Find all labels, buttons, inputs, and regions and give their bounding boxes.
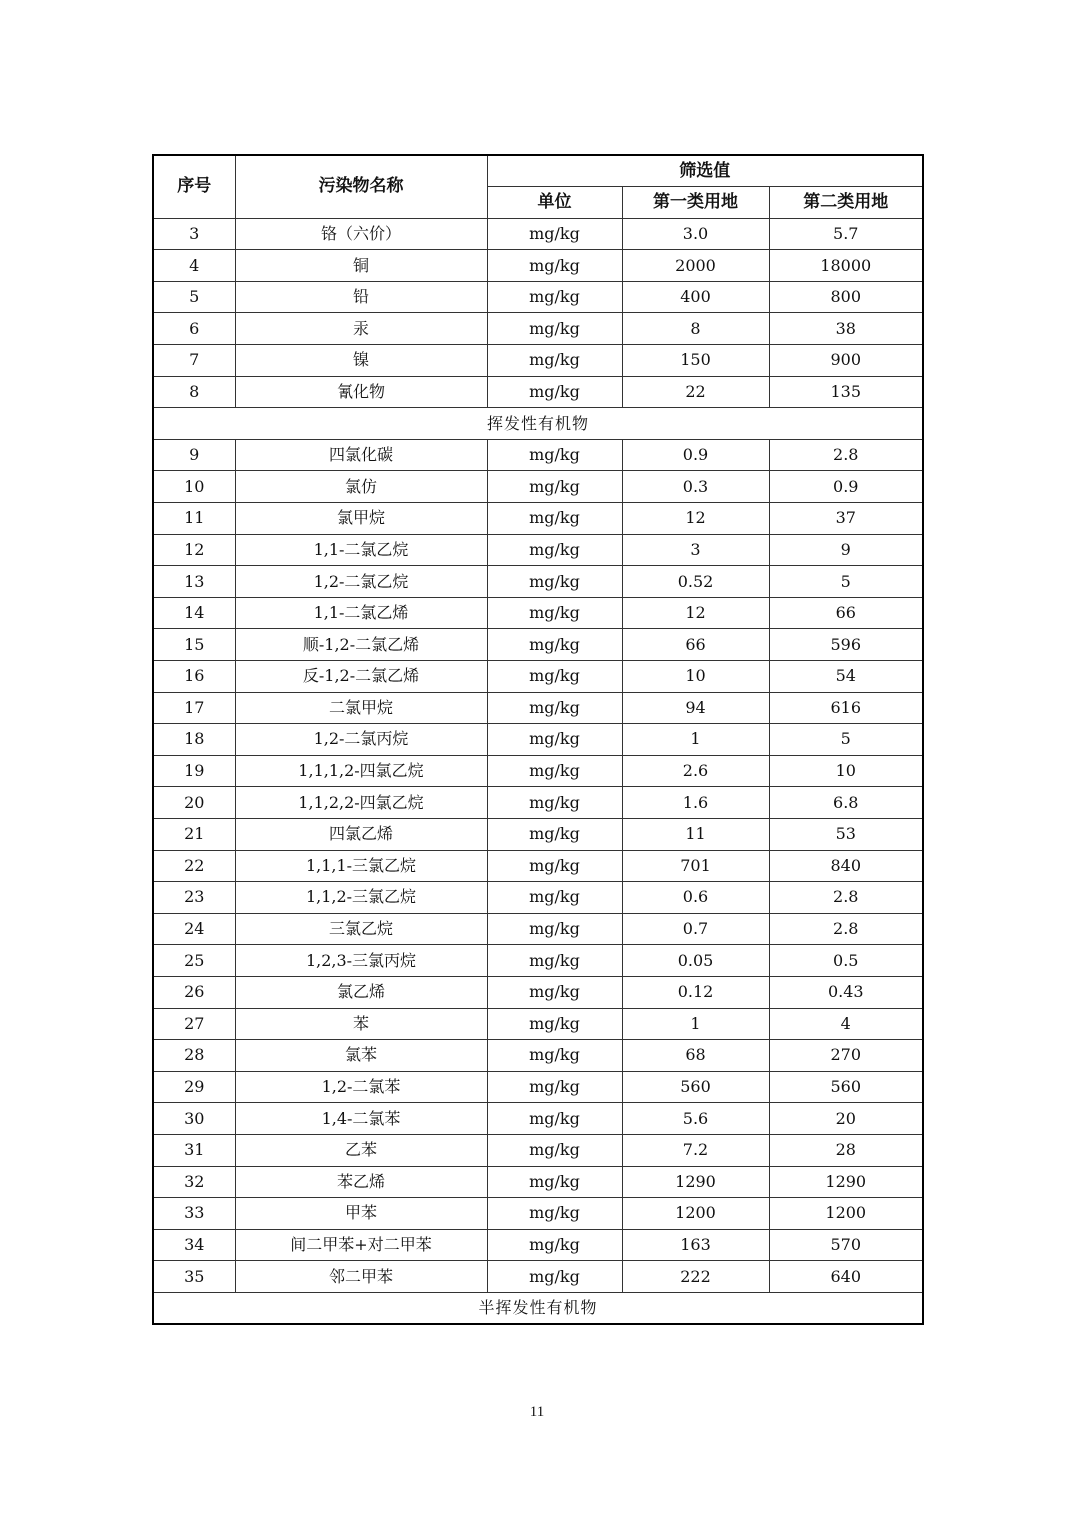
cell-pollutant-name: 间二甲苯+对二甲苯 xyxy=(235,1229,487,1261)
cell-pollutant-name: 反-1,2-二氯乙烯 xyxy=(235,661,487,693)
cell-unit: mg/kg xyxy=(487,818,622,850)
cell-unit: mg/kg xyxy=(487,976,622,1008)
cell-class2-value: 5 xyxy=(769,724,923,756)
cell-seq: 14 xyxy=(153,597,235,629)
header-class2-land: 第二类用地 xyxy=(769,187,923,219)
cell-seq: 21 xyxy=(153,818,235,850)
cell-unit: mg/kg xyxy=(487,882,622,914)
cell-unit: mg/kg xyxy=(487,376,622,408)
cell-class1-value: 12 xyxy=(622,597,769,629)
cell-class1-value: 701 xyxy=(622,850,769,882)
cell-class1-value: 1200 xyxy=(622,1198,769,1230)
cell-seq: 30 xyxy=(153,1103,235,1135)
cell-seq: 27 xyxy=(153,1008,235,1040)
cell-class1-value: 2.6 xyxy=(622,755,769,787)
section-label: 挥发性有机物 xyxy=(153,408,923,440)
table-row xyxy=(153,661,923,693)
table-header xyxy=(153,155,923,218)
cell-seq: 11 xyxy=(153,503,235,535)
cell-class2-value: 2.8 xyxy=(769,882,923,914)
table-row xyxy=(153,913,923,945)
cell-class2-value: 5 xyxy=(769,566,923,598)
cell-unit: mg/kg xyxy=(487,913,622,945)
cell-class2-value: 570 xyxy=(769,1229,923,1261)
cell-pollutant-name: 顺-1,2-二氯乙烯 xyxy=(235,629,487,661)
cell-pollutant-name: 铅 xyxy=(235,281,487,313)
cell-class2-value: 38 xyxy=(769,313,923,345)
cell-seq: 18 xyxy=(153,724,235,756)
table-row xyxy=(153,250,923,282)
cell-seq: 34 xyxy=(153,1229,235,1261)
cell-pollutant-name: 1,1,1,2-四氯乙烷 xyxy=(235,755,487,787)
cell-class2-value: 9 xyxy=(769,534,923,566)
cell-unit: mg/kg xyxy=(487,1103,622,1135)
cell-unit: mg/kg xyxy=(487,534,622,566)
cell-class2-value: 53 xyxy=(769,818,923,850)
cell-pollutant-name: 甲苯 xyxy=(235,1198,487,1230)
table-row xyxy=(153,313,923,345)
cell-unit: mg/kg xyxy=(487,755,622,787)
cell-pollutant-name: 邻二甲苯 xyxy=(235,1261,487,1293)
cell-unit: mg/kg xyxy=(487,281,622,313)
cell-class2-value: 560 xyxy=(769,1071,923,1103)
cell-unit: mg/kg xyxy=(487,566,622,598)
cell-pollutant-name: 乙苯 xyxy=(235,1134,487,1166)
cell-class2-value: 66 xyxy=(769,597,923,629)
cell-pollutant-name: 1,2,3-三氯丙烷 xyxy=(235,945,487,977)
cell-seq: 19 xyxy=(153,755,235,787)
table-row xyxy=(153,1008,923,1040)
cell-seq: 24 xyxy=(153,913,235,945)
cell-class2-value: 10 xyxy=(769,755,923,787)
cell-pollutant-name: 苯 xyxy=(235,1008,487,1040)
cell-class1-value: 68 xyxy=(622,1040,769,1072)
table-row xyxy=(153,503,923,535)
cell-unit: mg/kg xyxy=(487,503,622,535)
cell-class1-value: 7.2 xyxy=(622,1134,769,1166)
cell-class1-value: 11 xyxy=(622,818,769,850)
cell-pollutant-name: 二氯甲烷 xyxy=(235,692,487,724)
cell-class2-value: 4 xyxy=(769,1008,923,1040)
cell-class2-value: 1200 xyxy=(769,1198,923,1230)
cell-seq: 3 xyxy=(153,218,235,250)
cell-class2-value: 18000 xyxy=(769,250,923,282)
cell-unit: mg/kg xyxy=(487,313,622,345)
cell-class1-value: 0.6 xyxy=(622,882,769,914)
section-row xyxy=(153,1292,923,1324)
cell-class1-value: 94 xyxy=(622,692,769,724)
cell-class2-value: 1290 xyxy=(769,1166,923,1198)
cell-class1-value: 1.6 xyxy=(622,787,769,819)
cell-pollutant-name: 1,2-二氯苯 xyxy=(235,1071,487,1103)
cell-class2-value: 0.5 xyxy=(769,945,923,977)
cell-class1-value: 1290 xyxy=(622,1166,769,1198)
cell-class1-value: 150 xyxy=(622,345,769,377)
cell-seq: 16 xyxy=(153,661,235,693)
cell-seq: 6 xyxy=(153,313,235,345)
cell-seq: 31 xyxy=(153,1134,235,1166)
cell-class1-value: 0.7 xyxy=(622,913,769,945)
cell-seq: 4 xyxy=(153,250,235,282)
table-row xyxy=(153,882,923,914)
table-row xyxy=(153,787,923,819)
page-number: 11 xyxy=(529,1404,545,1420)
cell-seq: 28 xyxy=(153,1040,235,1072)
cell-class1-value: 3 xyxy=(622,534,769,566)
table-row xyxy=(153,1261,923,1293)
cell-class2-value: 5.7 xyxy=(769,218,923,250)
cell-unit: mg/kg xyxy=(487,1134,622,1166)
cell-pollutant-name: 四氯乙烯 xyxy=(235,818,487,850)
cell-class1-value: 163 xyxy=(622,1229,769,1261)
table-row xyxy=(153,1134,923,1166)
cell-unit: mg/kg xyxy=(487,1040,622,1072)
header-pollutant-name: 污染物名称 xyxy=(235,155,487,218)
cell-class2-value: 2.8 xyxy=(769,439,923,471)
cell-class2-value: 800 xyxy=(769,281,923,313)
cell-class1-value: 0.05 xyxy=(622,945,769,977)
cell-class1-value: 22 xyxy=(622,376,769,408)
cell-unit: mg/kg xyxy=(487,597,622,629)
cell-pollutant-name: 铬（六价） xyxy=(235,218,487,250)
cell-class1-value: 10 xyxy=(622,661,769,693)
table-row xyxy=(153,1071,923,1103)
table-row xyxy=(153,1166,923,1198)
cell-class2-value: 54 xyxy=(769,661,923,693)
cell-class2-value: 900 xyxy=(769,345,923,377)
cell-unit: mg/kg xyxy=(487,724,622,756)
cell-unit: mg/kg xyxy=(487,1071,622,1103)
cell-unit: mg/kg xyxy=(487,1008,622,1040)
table-row xyxy=(153,1103,923,1135)
cell-unit: mg/kg xyxy=(487,250,622,282)
cell-class1-value: 400 xyxy=(622,281,769,313)
cell-pollutant-name: 氯仿 xyxy=(235,471,487,503)
cell-unit: mg/kg xyxy=(487,1261,622,1293)
section-label: 半挥发性有机物 xyxy=(153,1292,923,1324)
table-row xyxy=(153,945,923,977)
cell-seq: 23 xyxy=(153,882,235,914)
table-row xyxy=(153,534,923,566)
cell-class1-value: 0.9 xyxy=(622,439,769,471)
cell-class1-value: 560 xyxy=(622,1071,769,1103)
cell-class1-value: 0.52 xyxy=(622,566,769,598)
cell-unit: mg/kg xyxy=(487,471,622,503)
cell-class1-value: 2000 xyxy=(622,250,769,282)
cell-unit: mg/kg xyxy=(487,1198,622,1230)
cell-unit: mg/kg xyxy=(487,345,622,377)
cell-pollutant-name: 1,1,2-三氯乙烷 xyxy=(235,882,487,914)
cell-class2-value: 640 xyxy=(769,1261,923,1293)
cell-unit: mg/kg xyxy=(487,850,622,882)
table-row xyxy=(153,471,923,503)
screening-values-table xyxy=(152,154,924,1325)
header-screening-value: 筛选值 xyxy=(487,155,923,187)
cell-class1-value: 3.0 xyxy=(622,218,769,250)
cell-seq: 25 xyxy=(153,945,235,977)
cell-pollutant-name: 汞 xyxy=(235,313,487,345)
table-row xyxy=(153,755,923,787)
cell-pollutant-name: 1,2-二氯丙烷 xyxy=(235,724,487,756)
cell-pollutant-name: 苯乙烯 xyxy=(235,1166,487,1198)
cell-pollutant-name: 1,2-二氯乙烷 xyxy=(235,566,487,598)
table-row xyxy=(153,597,923,629)
cell-pollutant-name: 1,1-二氯乙烯 xyxy=(235,597,487,629)
cell-class1-value: 66 xyxy=(622,629,769,661)
cell-pollutant-name: 氯苯 xyxy=(235,1040,487,1072)
cell-seq: 26 xyxy=(153,976,235,1008)
cell-class2-value: 596 xyxy=(769,629,923,661)
cell-unit: mg/kg xyxy=(487,1166,622,1198)
cell-seq: 15 xyxy=(153,629,235,661)
cell-class2-value: 28 xyxy=(769,1134,923,1166)
cell-seq: 8 xyxy=(153,376,235,408)
cell-unit: mg/kg xyxy=(487,661,622,693)
cell-seq: 20 xyxy=(153,787,235,819)
cell-pollutant-name: 氯乙烯 xyxy=(235,976,487,1008)
cell-pollutant-name: 1,1,2,2-四氯乙烷 xyxy=(235,787,487,819)
cell-seq: 33 xyxy=(153,1198,235,1230)
cell-class2-value: 0.9 xyxy=(769,471,923,503)
table-row xyxy=(153,566,923,598)
cell-seq: 5 xyxy=(153,281,235,313)
cell-seq: 13 xyxy=(153,566,235,598)
cell-class2-value: 37 xyxy=(769,503,923,535)
table-row xyxy=(153,850,923,882)
cell-seq: 32 xyxy=(153,1166,235,1198)
cell-seq: 7 xyxy=(153,345,235,377)
table-row xyxy=(153,218,923,250)
cell-seq: 9 xyxy=(153,439,235,471)
cell-seq: 17 xyxy=(153,692,235,724)
cell-seq: 10 xyxy=(153,471,235,503)
cell-class1-value: 8 xyxy=(622,313,769,345)
cell-class1-value: 12 xyxy=(622,503,769,535)
cell-unit: mg/kg xyxy=(487,439,622,471)
section-row xyxy=(153,408,923,440)
cell-pollutant-name: 三氯乙烷 xyxy=(235,913,487,945)
table-row xyxy=(153,724,923,756)
cell-pollutant-name: 1,1,1-三氯乙烷 xyxy=(235,850,487,882)
table-row xyxy=(153,376,923,408)
cell-class1-value: 1 xyxy=(622,724,769,756)
cell-class1-value: 0.3 xyxy=(622,471,769,503)
header-seq: 序号 xyxy=(153,155,235,218)
table-row xyxy=(153,692,923,724)
cell-unit: mg/kg xyxy=(487,787,622,819)
table-row xyxy=(153,1198,923,1230)
cell-seq: 29 xyxy=(153,1071,235,1103)
table-row xyxy=(153,818,923,850)
cell-seq: 35 xyxy=(153,1261,235,1293)
table-row xyxy=(153,439,923,471)
cell-pollutant-name: 镍 xyxy=(235,345,487,377)
cell-pollutant-name: 氰化物 xyxy=(235,376,487,408)
cell-unit: mg/kg xyxy=(487,692,622,724)
cell-class2-value: 0.43 xyxy=(769,976,923,1008)
cell-seq: 22 xyxy=(153,850,235,882)
cell-class2-value: 616 xyxy=(769,692,923,724)
cell-pollutant-name: 1,1-二氯乙烷 xyxy=(235,534,487,566)
cell-class2-value: 840 xyxy=(769,850,923,882)
cell-class1-value: 222 xyxy=(622,1261,769,1293)
table-row xyxy=(153,1040,923,1072)
cell-class1-value: 1 xyxy=(622,1008,769,1040)
header-class1-land: 第一类用地 xyxy=(622,187,769,219)
table-row xyxy=(153,976,923,1008)
cell-unit: mg/kg xyxy=(487,218,622,250)
cell-class2-value: 135 xyxy=(769,376,923,408)
cell-unit: mg/kg xyxy=(487,945,622,977)
cell-seq: 12 xyxy=(153,534,235,566)
cell-pollutant-name: 铜 xyxy=(235,250,487,282)
cell-pollutant-name: 氯甲烷 xyxy=(235,503,487,535)
cell-class2-value: 2.8 xyxy=(769,913,923,945)
cell-class1-value: 0.12 xyxy=(622,976,769,1008)
table-row xyxy=(153,629,923,661)
cell-class2-value: 20 xyxy=(769,1103,923,1135)
cell-unit: mg/kg xyxy=(487,629,622,661)
cell-pollutant-name: 1,4-二氯苯 xyxy=(235,1103,487,1135)
cell-class2-value: 270 xyxy=(769,1040,923,1072)
table-row xyxy=(153,345,923,377)
cell-pollutant-name: 四氯化碳 xyxy=(235,439,487,471)
table-body xyxy=(153,218,923,1324)
table-row xyxy=(153,1229,923,1261)
table-row xyxy=(153,281,923,313)
cell-unit: mg/kg xyxy=(487,1229,622,1261)
cell-class1-value: 5.6 xyxy=(622,1103,769,1135)
cell-class2-value: 6.8 xyxy=(769,787,923,819)
header-unit: 单位 xyxy=(487,187,622,219)
